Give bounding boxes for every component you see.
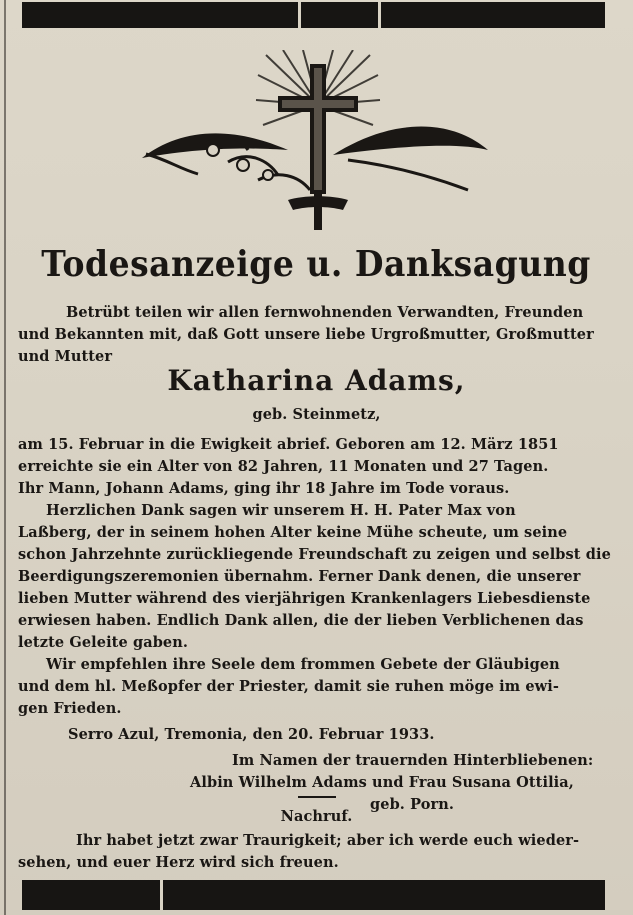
signoff-maiden: geb. Porn.: [370, 796, 455, 813]
body-line: Wir empfehlen ihre Seele dem frommen Gebete der Gläubigen: [46, 656, 560, 673]
signoff-names: Albin Wilhelm Adams und Frau Susana Ottilia,: [190, 774, 574, 791]
bottom-border-bar: [22, 880, 605, 910]
intro-line: und Mutter: [18, 348, 113, 365]
maiden-name: geb. Steinmetz,: [252, 406, 381, 423]
cross-with-rays-and-palm-icon: [138, 50, 490, 235]
nachruf-line: Ihr habet jetzt zwar Traurigkeit; aber ich werde euch wieder-: [76, 832, 580, 849]
body-line: Laßberg, der in seinem hohen Alter keine Mühe scheute, um seine: [18, 524, 568, 541]
body-line: Ihr Mann, Johann Adams, ging ihr 18 Jahre im Tode voraus.: [18, 480, 510, 497]
body-line: am 15. Februar in die Ewigkeit abrief. Geboren am 12. März 1851: [18, 436, 559, 453]
body-line: Herzlichen Dank sagen wir unserem H. H. Pater Max von: [46, 502, 516, 519]
signoff-intro: Im Namen der trauernden Hinterbliebenen:: [232, 752, 594, 769]
body-line: Beerdigungszeremonien übernahm. Ferner Dank denen, die unserer: [18, 568, 581, 585]
place-date: Serro Azul, Tremonia, den 20. Februar 1933.: [68, 726, 435, 743]
nachruf-line: sehen, und euer Herz wird sich freuen.: [18, 854, 339, 871]
intro-line: und Bekannten mit, daß Gott unsere liebe Urgroßmutter, Großmutter: [18, 326, 594, 343]
divider: [298, 796, 336, 798]
body-line: letzte Geleite gaben.: [18, 634, 189, 651]
body-line: schon Jahrzehnte zurückliegende Freundschaft zu zeigen und selbst die: [18, 546, 611, 563]
nachruf-title: Nachruf.: [280, 808, 353, 825]
notice-heading: Todesanzeige u. Danksagung: [41, 242, 591, 285]
body-line: erreichte sie ein Alter von 82 Jahren, 11 Monaten und 27 Tagen.: [18, 458, 549, 475]
top-border-bar: [22, 2, 605, 28]
intro-line: Betrübt teilen wir allen fernwohnenden Verwandten, Freunden: [66, 304, 584, 321]
body-line: erwiesen haben. Endlich Dank allen, die der lieben Verblichenen das: [18, 612, 584, 629]
body-line: und dem hl. Meßopfer der Priester, damit sie ruhen möge im ewi-: [18, 678, 559, 695]
body-line: gen Frieden.: [18, 700, 122, 717]
body-line: lieben Mutter während des vierjährigen Krankenlagers Liebesdienste: [18, 590, 591, 607]
deceased-name: Katharina Adams,: [167, 364, 466, 397]
